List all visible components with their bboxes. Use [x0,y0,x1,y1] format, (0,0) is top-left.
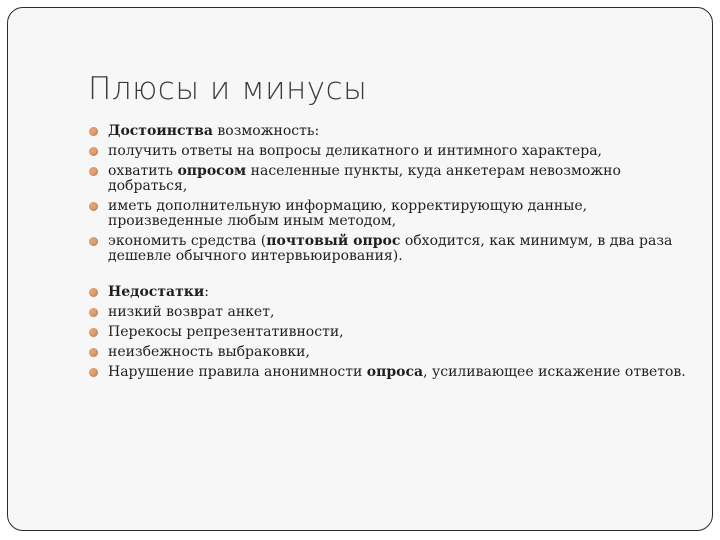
bullet-icon [89,328,98,337]
item-text: Перекосы репрезентативности, [108,324,344,340]
bullet-icon [89,368,98,377]
list-item [88,285,688,300]
item-text: получить ответы на вопросы деликатного и интимного характера, [108,143,602,159]
list-item [88,164,688,194]
list-item [88,305,688,320]
item-text: обходится, как минимум, в два раза дешевле обычного интервьюирования). [108,233,673,264]
slide [7,7,713,531]
bullet-list [88,124,688,385]
item-bold-text: опроса [366,364,424,380]
list-item [88,365,688,380]
item-text: , усиливающее искажение ответов. [423,364,686,380]
item-text: возможность: [212,123,320,139]
item-text: Нарушение правила анонимности [108,364,367,380]
list-item [88,144,688,159]
bullet-icon [89,127,98,136]
item-text: охватить [108,163,178,179]
item-text: населенные пункты, куда анкетерам невозможно добраться, [108,163,621,194]
bullet-icon [89,202,98,211]
item-text: : [204,284,209,300]
bullet-icon [89,308,98,317]
item-bold-text: почтовый опрос [266,233,401,249]
list-item [88,124,688,139]
item-bold-text: Недостатки [108,284,205,300]
list-item [88,345,688,360]
item-text: экономить средства ( [108,233,267,249]
list-item [88,325,688,340]
bullet-icon [89,167,98,176]
item-text: низкий возврат анкет, [108,304,275,320]
item-bold-text: Достоинства [108,123,213,139]
slide-title: Плюсы и минусы [88,71,368,107]
item-bold-text: опросом [177,163,247,179]
list-item [88,234,688,264]
list-item [88,199,688,229]
bullet-icon [89,147,98,156]
bullet-icon [89,348,98,357]
bullet-icon [89,237,98,246]
item-text: иметь дополнительную информацию, корректирующую данные, произведенные любым иным методом, [108,198,588,229]
item-text: неизбежность выбраковки, [108,344,310,360]
bullet-icon [89,288,98,297]
